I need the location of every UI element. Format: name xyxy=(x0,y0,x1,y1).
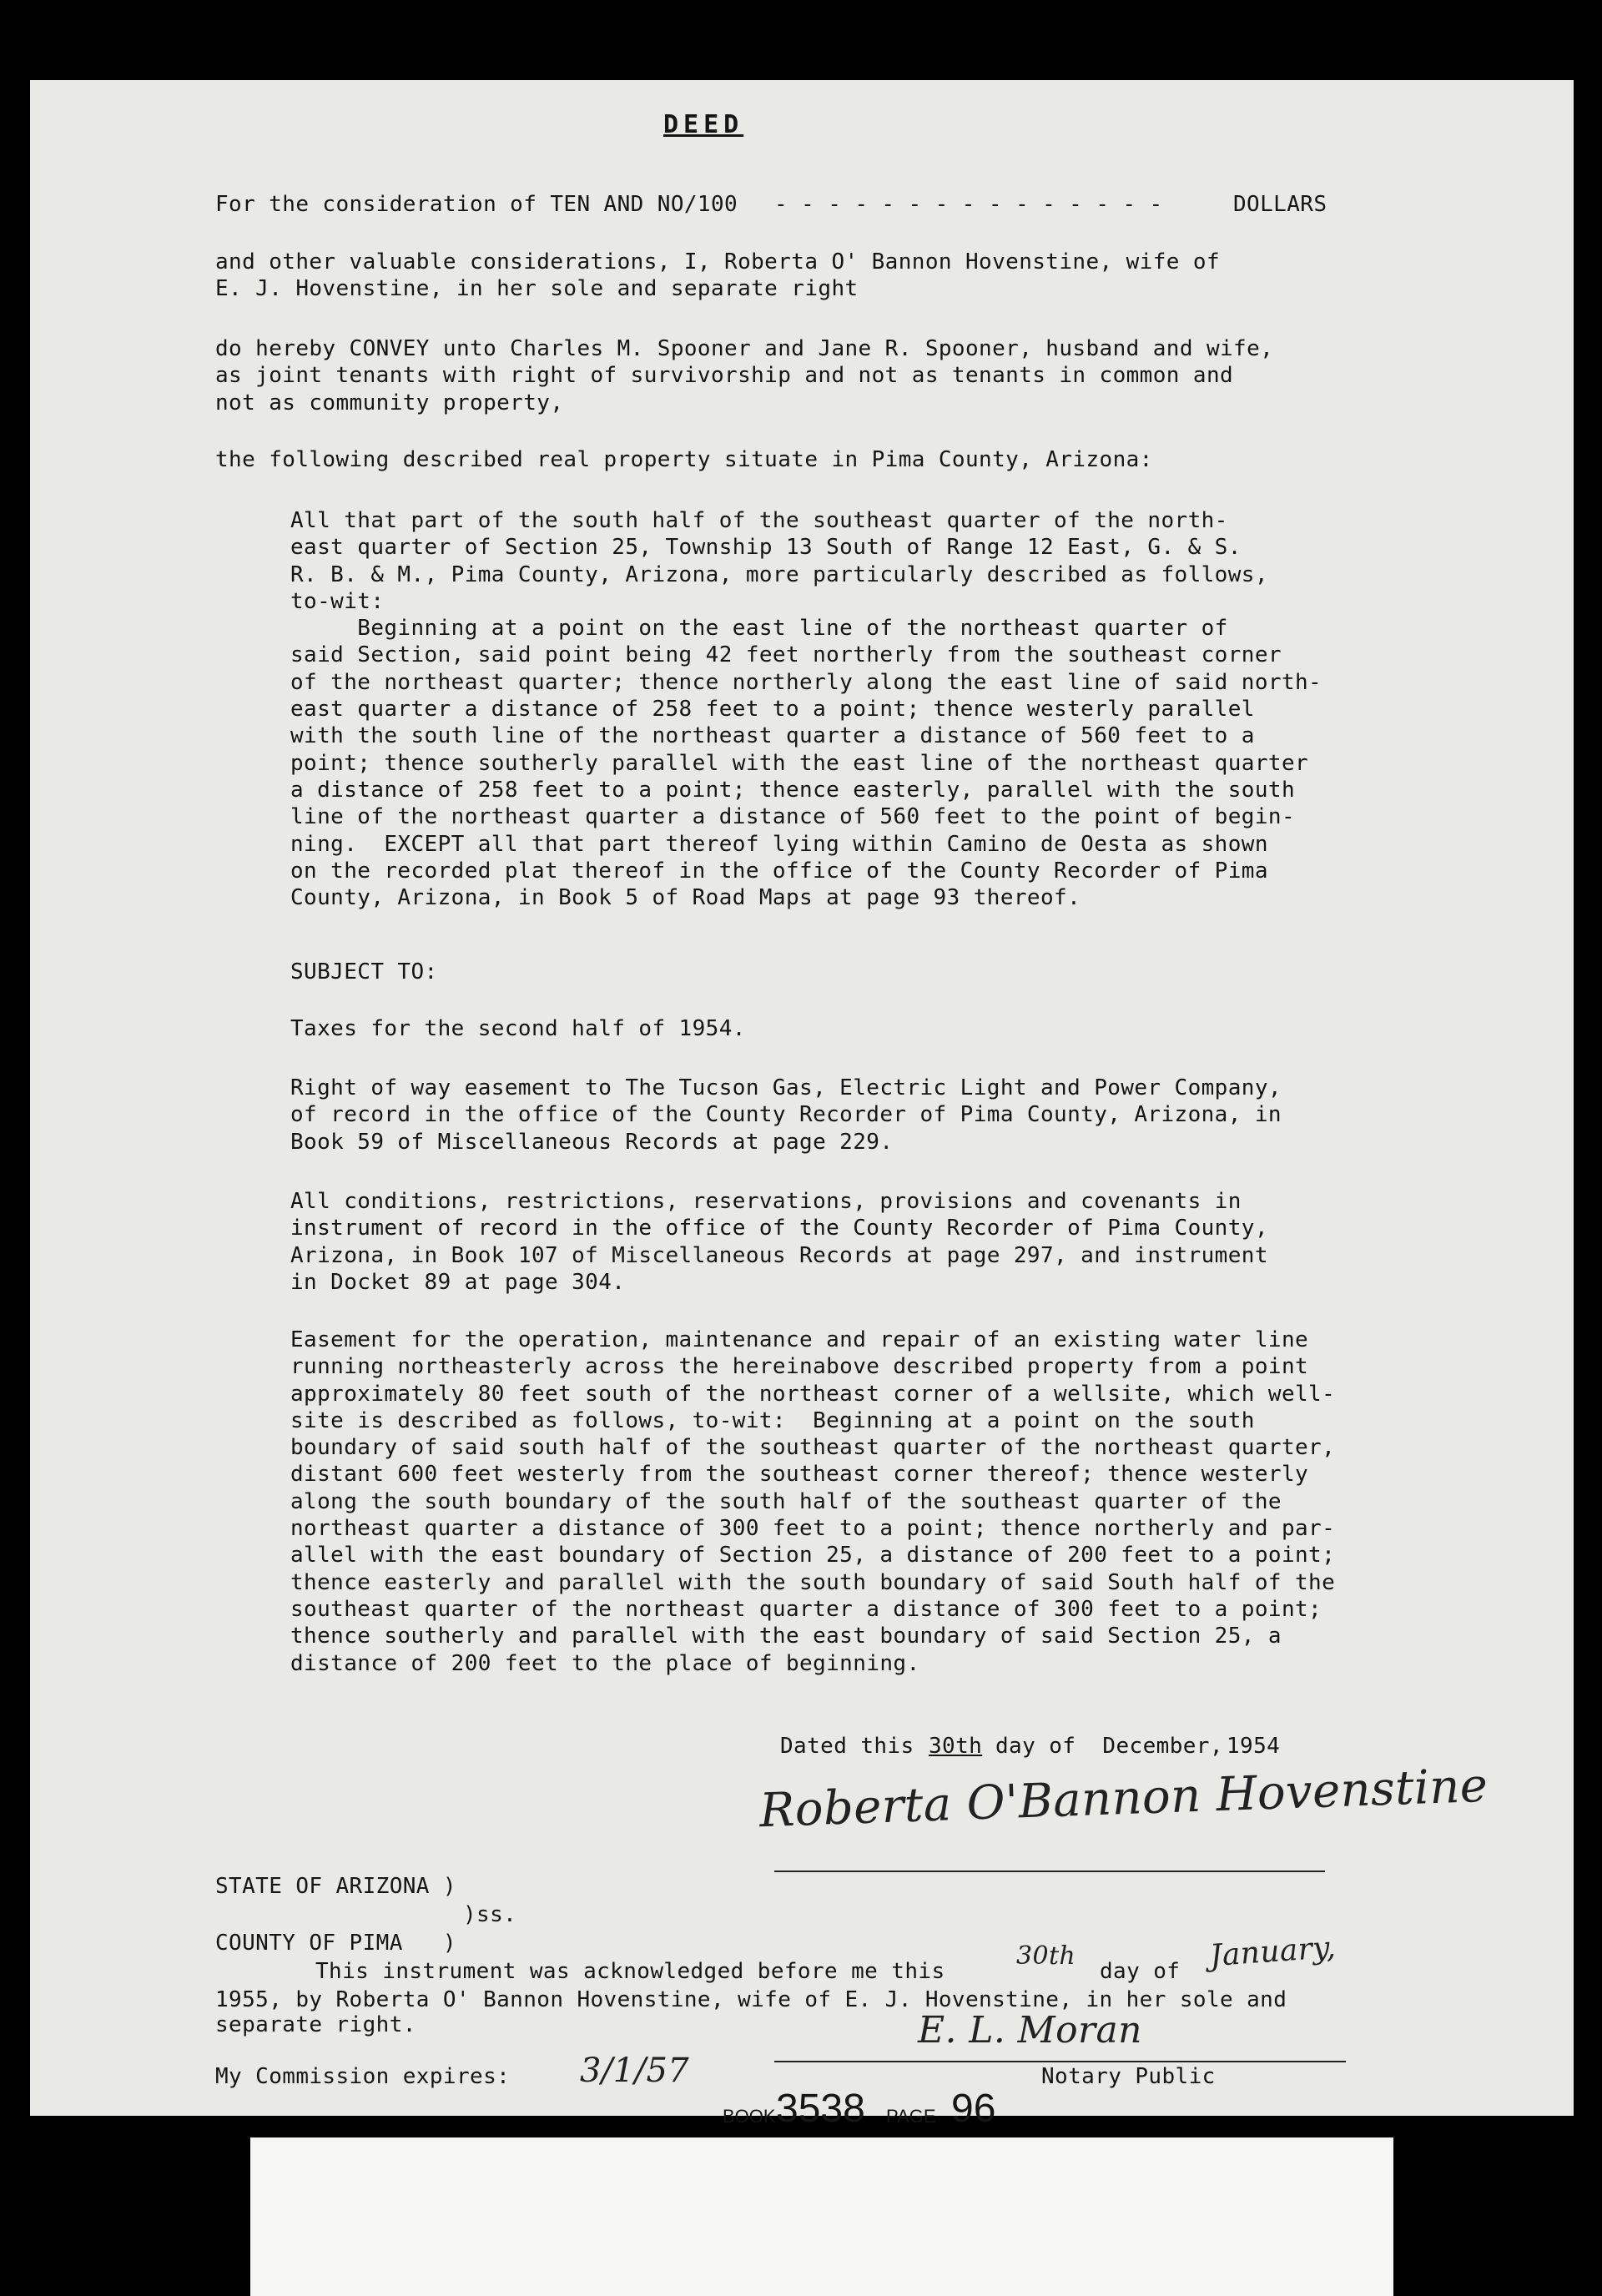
ack-month-handwritten: January, xyxy=(1208,1930,1338,1974)
ack-line-2: 1955, by Roberta O' Bannon Hovenstine, wife of E. J. Hovenstine, in her sole and xyxy=(215,1987,1287,2012)
text-line: approximately 80 feet south of the northeast corner of a wellsite, which well- xyxy=(290,1381,1336,1407)
ack-line-3: separate right. xyxy=(215,2012,416,2037)
dated-month: day of December, xyxy=(995,1734,1223,1759)
commission-label: My Commission expires: xyxy=(215,2064,511,2089)
commission-date: 3/1/57 xyxy=(580,2052,690,2090)
ack-day-handwritten: 30th xyxy=(1016,1941,1076,1971)
text-line: east quarter of Section 25, Township 13 South of Range 12 East, G. & S. xyxy=(290,535,1242,561)
text-line: Right of way easement to The Tucson Gas, Electric Light and Power Company, xyxy=(290,1075,1282,1100)
legal-description xyxy=(290,507,1322,911)
text-line: thence easterly and parallel with the south boundary of said South half of the xyxy=(290,1569,1336,1595)
text-line: with the south line of the northeast quarter a distance of 560 feet to a xyxy=(290,723,1255,749)
text-line: on the recorded plat thereof in the office of the County Recorder of Pima xyxy=(290,858,1268,884)
notary-signature-line xyxy=(774,2061,1346,2062)
grantor-signature: Roberta O'Bannon Hovenstine xyxy=(758,1758,1489,1839)
ack-day-of: day of xyxy=(1100,1959,1181,1984)
text-line: east quarter a distance of 258 feet to a point; thence westerly parallel xyxy=(290,697,1255,723)
text-line: All that part of the south half of the southeast quarter of the north- xyxy=(290,508,1228,533)
text-line: distant 600 feet westerly from the southeast corner thereof; thence westerly xyxy=(290,1462,1309,1488)
ack-text: This instrument was acknowledged before me this xyxy=(315,1959,945,1984)
taxes-line: Taxes for the second half of 1954. xyxy=(290,1016,746,1041)
text-line: and other valuable considerations, I, Roberta O' Bannon Hovenstine, wife of xyxy=(215,249,1220,274)
text-line: Easement for the operation, maintenance and repair of an existing water line xyxy=(290,1327,1309,1352)
right-of-way-paragraph xyxy=(290,1075,1282,1156)
dated-prefix: Dated this xyxy=(780,1734,914,1759)
text-line: site is described as follows, to-wit: Beginning at a point on the south xyxy=(290,1407,1255,1433)
text-line: do hereby CONVEY unto Charles M. Spooner and Jane R. Spooner, husband and wife, xyxy=(215,336,1274,361)
text-line: said Section, said point being 42 feet northerly from the southeast corner xyxy=(290,642,1282,668)
notary-state: STATE OF ARIZONA ) xyxy=(215,1874,456,1899)
notary-ss: )ss. xyxy=(463,1902,517,1927)
text-line: Arizona, in Book 107 of Miscellaneous Records at page 297, and instrument xyxy=(290,1242,1268,1268)
text-line: County, Arizona, in Book 5 of Road Maps at page 93 thereof. xyxy=(290,885,1081,911)
text-line: thence southerly and parallel with the east boundary of said Section 25, a xyxy=(290,1624,1282,1649)
text-line: allel with the east boundary of Section 25, a distance of 200 feet to a point; xyxy=(290,1543,1336,1568)
convey-paragraph xyxy=(215,335,1273,416)
text-line: All conditions, restrictions, reservations, provisions and covenants in xyxy=(290,1189,1242,1214)
text-line: distance of 200 feet to the place of beginning. xyxy=(290,1650,920,1676)
document-title: DEED xyxy=(663,110,744,139)
dated-day: 30th xyxy=(929,1734,983,1759)
stamp-page-number: 96 xyxy=(951,2087,996,2131)
text-line: northeast quarter a distance of 300 feet to a point; thence northerly and par- xyxy=(290,1516,1336,1542)
text-line: Book 59 of Miscellaneous Records at page 229. xyxy=(290,1129,894,1155)
text-line: running northeasterly across the hereinabove described property from a point xyxy=(290,1354,1309,1380)
text-line: R. B. & M., Pima County, Arizona, more particularly described as follows, xyxy=(290,561,1268,587)
text-line: as joint tenants with right of survivorship and not as tenants in common and xyxy=(215,363,1234,389)
signature-line xyxy=(774,1871,1325,1872)
blank-label-strip xyxy=(250,2137,1393,2296)
dated-year: 1954 xyxy=(1227,1734,1281,1759)
text-line: line of the northeast quarter a distance of 560 feet to the point of begin- xyxy=(290,804,1295,830)
notary-county: COUNTY OF PIMA ) xyxy=(215,1931,456,1956)
stamp-book-label: BOOK xyxy=(723,2106,776,2127)
text-line: Beginning at a point on the east line of the northeast quarter of xyxy=(290,616,1228,642)
text-line: along the south boundary of the south half of the southeast quarter of the xyxy=(290,1488,1282,1514)
text-line: of the northeast quarter; thence northerly along the east line of said north- xyxy=(290,669,1322,695)
notary-signature: E. L. Moran xyxy=(918,2009,1142,2052)
text-line: southeast quarter of the northeast quarter a distance of 300 feet to a point; xyxy=(290,1596,1322,1622)
consideration-dashes: - - - - - - - - - - - - - - - xyxy=(774,192,1163,217)
property-intro: the following described real property situate in Pima County, Arizona: xyxy=(215,447,1153,472)
text-line: point; thence southerly parallel with the east line of the northeast quarter xyxy=(290,750,1309,776)
text-line: in Docket 89 at page 304. xyxy=(290,1269,626,1295)
subject-to-heading: SUBJECT TO: xyxy=(290,959,438,984)
text-line: a distance of 258 feet to a point; thence easterly, parallel with the south xyxy=(290,777,1295,803)
text-line: to-wit: xyxy=(290,588,385,614)
conditions-paragraph xyxy=(290,1188,1268,1296)
text-line: E. J. Hovenstine, in her sole and separate right xyxy=(215,276,859,302)
consideration-dollars: DOLLARS xyxy=(1233,192,1327,217)
text-line: not as community property, xyxy=(215,390,564,415)
text-line: of record in the office of the County Recorder of Pima County, Arizona, in xyxy=(290,1102,1282,1128)
text-line: ning. EXCEPT all that part thereof lying within Camino de Oesta as shown xyxy=(290,831,1268,857)
notary-title: Notary Public xyxy=(1041,2064,1216,2089)
stamp-book-number: 3538 xyxy=(776,2087,865,2131)
text-line: instrument of record in the office of the County Recorder of Pima County, xyxy=(290,1216,1268,1241)
grantor-paragraph xyxy=(215,249,1220,303)
stamp-page-label: PAGE xyxy=(886,2106,936,2127)
text-line: boundary of said south half of the southeast quarter of the northeast quarter, xyxy=(290,1435,1336,1461)
consideration-text: For the consideration of TEN AND NO/100 xyxy=(215,192,738,217)
easement-paragraph xyxy=(290,1327,1335,1677)
